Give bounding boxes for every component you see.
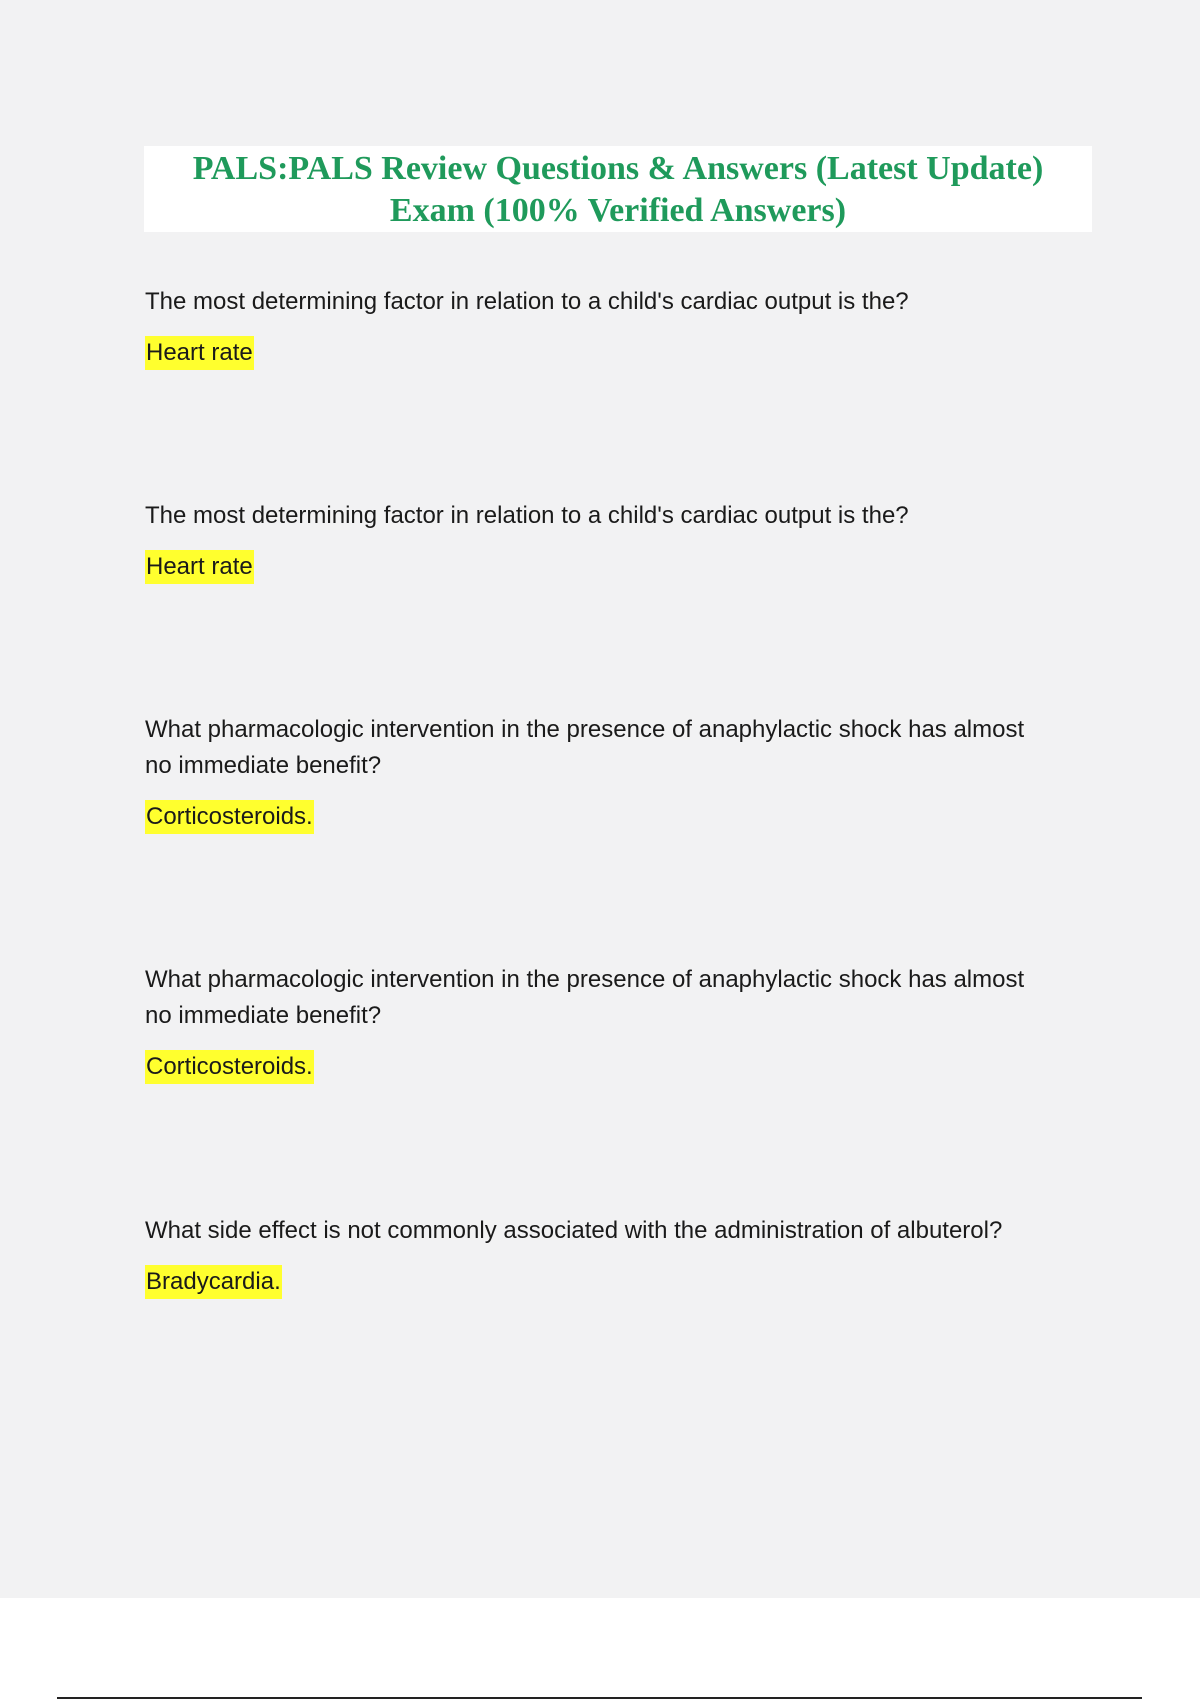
answer-highlight: Heart rate [145, 336, 254, 370]
question-text: What pharmacologic intervention in the presence of anaphylactic shock has almost no immediate benefit? [145, 966, 1025, 1029]
answer-highlight: Corticosteroids. [145, 800, 314, 834]
question-text: The most determining factor in relation to a child's cardiac output is the? [145, 502, 909, 529]
qa-item-4 [145, 962, 1025, 1084]
qa-item-3 [145, 712, 1025, 834]
document-title [144, 146, 1092, 232]
question-text: What pharmacologic intervention in the presence of anaphylactic shock has almost no immediate benefit? [145, 716, 1025, 779]
qa-item-2 [145, 498, 1095, 584]
answer-highlight: Bradycardia. [145, 1265, 282, 1299]
title-line-2: Exam (100% Verified Answers) [389, 192, 847, 229]
answer-highlight: Heart rate [145, 550, 254, 584]
qa-item-1 [145, 284, 1095, 370]
title-line-1: PALS:PALS Review Questions & Answers (Latest Update) [192, 150, 1044, 187]
qa-item-5 [145, 1213, 1095, 1299]
question-text: What side effect is not commonly associated with the administration of albuterol? [145, 1217, 1003, 1244]
footer-divider [57, 1697, 1142, 1699]
question-text: The most determining factor in relation to a child's cardiac output is the? [145, 288, 909, 315]
answer-highlight: Corticosteroids. [145, 1050, 314, 1084]
